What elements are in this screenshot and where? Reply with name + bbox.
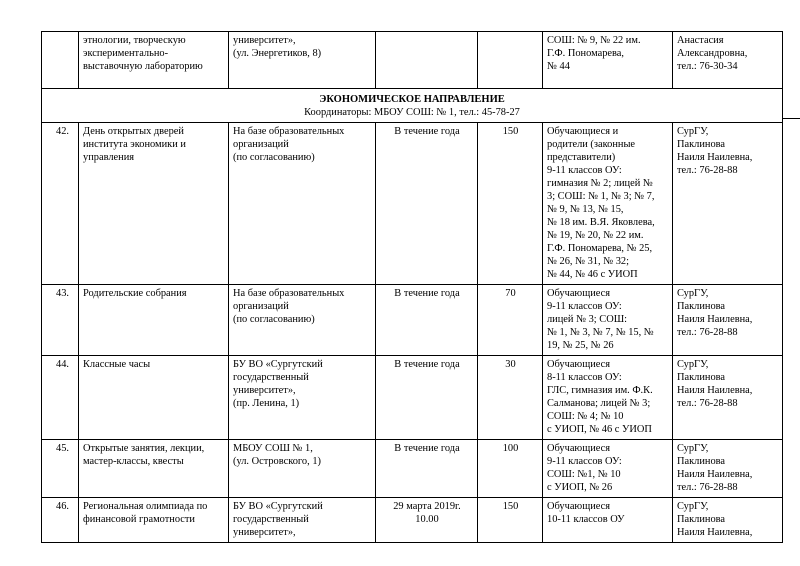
row-count: 100 bbox=[478, 440, 543, 498]
row-place: МБОУ СОШ № 1, (ул. Островского, 1) bbox=[229, 440, 376, 498]
row-date: 29 марта 2019г. 10.00 bbox=[376, 498, 478, 543]
row-date: В течение года bbox=[376, 440, 478, 498]
row-place: На базе образовательных организаций (по согласованию) bbox=[229, 123, 376, 285]
row-number: 46. bbox=[42, 498, 79, 543]
page-edge-line bbox=[782, 118, 800, 119]
row-count: 70 bbox=[478, 285, 543, 356]
cell-count bbox=[478, 32, 543, 89]
row-date: В течение года bbox=[376, 285, 478, 356]
cell-contact: Анастасия Александровна, тел.: 76-30-34 bbox=[673, 32, 783, 89]
row-date: В течение года bbox=[376, 123, 478, 285]
row-contact: СурГУ, Паклинова Наиля Наилевна, тел.: 76-28-88 bbox=[673, 356, 783, 440]
row-event: Открытые занятия, лекции, мастер-классы, квесты bbox=[79, 440, 229, 498]
cell-participants: СОШ: № 9, № 22 им. Г.Ф. Пономарева, № 44 bbox=[543, 32, 673, 89]
row-contact: СурГУ, Паклинова Наиля Наилевна, bbox=[673, 498, 783, 543]
row-participants: Обучающиеся и родители (законные представители) 9-11 классов ОУ: гимназия № 2; лицей № 3; СОШ: № 1, № 3; № 7, № 9, № 13, № 15, № 18 им. В.Я. Яковлева, № 19, № 20, № 22 им. Г.Ф. Пономарева, № 25, № 26, № 31, № 32; № 44, № 46 с УИОП bbox=[543, 123, 673, 285]
table-row bbox=[42, 356, 783, 440]
row-place: На базе образовательных организаций (по согласованию) bbox=[229, 285, 376, 356]
row-contact: СурГУ, Паклинова Наиля Наилевна, тел.: 76-28-88 bbox=[673, 123, 783, 285]
row-count: 150 bbox=[478, 123, 543, 285]
row-number: 44. bbox=[42, 356, 79, 440]
row-place: БУ ВО «Сургутский государственный университет», (пр. Ленина, 1) bbox=[229, 356, 376, 440]
section-header bbox=[42, 89, 783, 123]
row-event: Региональная олимпиада по финансовой грамотности bbox=[79, 498, 229, 543]
section-header-row bbox=[42, 89, 783, 123]
cell-date bbox=[376, 32, 478, 89]
row-event: День открытых дверей института экономики и управления bbox=[79, 123, 229, 285]
table-row bbox=[42, 285, 783, 356]
table-row bbox=[42, 123, 783, 285]
row-event: Родительские собрания bbox=[79, 285, 229, 356]
row-event: Классные часы bbox=[79, 356, 229, 440]
row-count: 150 bbox=[478, 498, 543, 543]
row-participants: Обучающиеся 9-11 классов ОУ: СОШ: №1, № 10 с УИОП, № 26 bbox=[543, 440, 673, 498]
cell-event: этнологии, творческую экспериментально- выставочную лабораторию bbox=[79, 32, 229, 89]
table-row bbox=[42, 440, 783, 498]
row-participants: Обучающиеся 9-11 классов ОУ: лицей № 3; СОШ: № 1, № 3, № 7, № 15, № 19, № 25, № 26 bbox=[543, 285, 673, 356]
table-row bbox=[42, 498, 783, 543]
row-contact: СурГУ, Паклинова Наиля Наилевна, тел.: 76-28-88 bbox=[673, 285, 783, 356]
row-count: 30 bbox=[478, 356, 543, 440]
table-row bbox=[42, 32, 783, 89]
row-place: БУ ВО «Сургутский государственный университет», bbox=[229, 498, 376, 543]
row-contact: СурГУ, Паклинова Наиля Наилевна, тел.: 76-28-88 bbox=[673, 440, 783, 498]
row-number: 42. bbox=[42, 123, 79, 285]
row-participants: Обучающиеся 10-11 классов ОУ bbox=[543, 498, 673, 543]
cell-place: университет», (ул. Энергетиков, 8) bbox=[229, 32, 376, 89]
row-date: В течение года bbox=[376, 356, 478, 440]
row-participants: Обучающиеся 8-11 классов ОУ: ГЛС, гимназия им. Ф.К. Салманова; лицей № 3; СОШ: № 4; № 10 с УИОП, № 46 с УИОП bbox=[543, 356, 673, 440]
section-title: ЭКОНОМИЧЕСКОЕ НАПРАВЛЕНИЕ bbox=[319, 94, 505, 105]
cell-num bbox=[42, 32, 79, 89]
row-number: 43. bbox=[42, 285, 79, 356]
section-coordinators: Координаторы: МБОУ СОШ: № 1, тел.: 45-78-27 bbox=[304, 107, 520, 118]
events-table bbox=[41, 31, 783, 543]
row-number: 45. bbox=[42, 440, 79, 498]
